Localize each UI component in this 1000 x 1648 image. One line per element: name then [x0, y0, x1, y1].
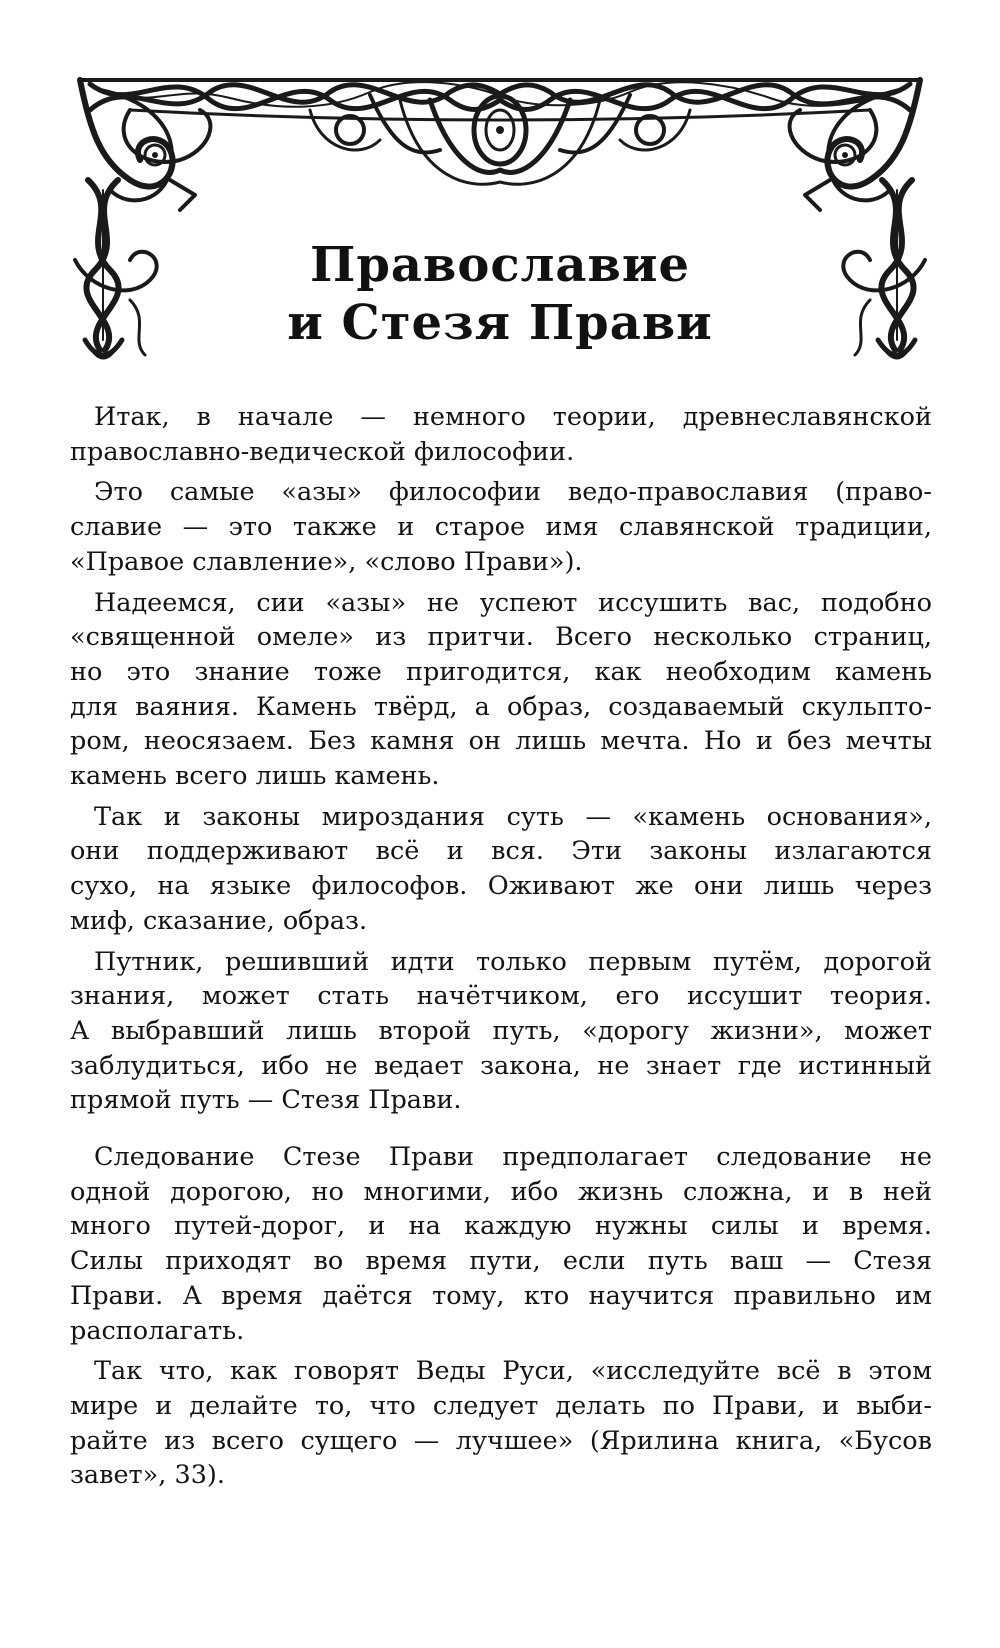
text-line: Следование Стезе Прави предполагает следование не [94, 1142, 932, 1173]
text-line: Надеемся, сии «азы» не успеют иссушить вас, подобно [94, 587, 932, 618]
body-text [70, 400, 932, 1493]
paragraph [70, 475, 932, 579]
paragraph [70, 800, 932, 939]
text-line: православно-ведической философии. [70, 436, 575, 467]
text-line: для ваяния. Камень твёрд, а образ, создаваемый скульпто- [70, 691, 932, 722]
paragraph [70, 1354, 932, 1493]
text-line: «Правое славление», «слово Прави»). [70, 546, 583, 577]
text-line: Путник, решивший идти только первым путём, дорогой [94, 946, 932, 977]
text-line: А выбравший лишь второй путь, «дорогу жизни», может [70, 1015, 932, 1046]
text-line: ром, неосязаем. Без камня он лишь мечта. Но и без мечты [70, 726, 932, 757]
text-line: славие — это также и старое имя славянской традиции, [70, 512, 932, 543]
paragraph [70, 400, 932, 469]
text-line: Силы приходят во время пути, если путь ваш — Стезя [70, 1246, 932, 1277]
paragraph [70, 945, 932, 1119]
text-line: одной дорогою, но многими, ибо жизнь сложна, и в ней [70, 1176, 932, 1207]
text-line: много путей-дорог, и на каждую нужны силы и время. [70, 1211, 932, 1242]
text-line: Итак, в начале — немного теории, древнеславянской [94, 402, 932, 432]
chapter-title-line-2: и Стезя Прави [287, 295, 713, 351]
chapter-title-line-1: Православие [309, 237, 691, 293]
paragraph [70, 586, 932, 794]
paragraph [70, 1140, 932, 1348]
text-line: Так и законы мироздания суть — «камень основания», [94, 801, 932, 832]
text-line: они поддерживают всё и вся. Эти законы излагаются [70, 836, 932, 867]
text-line: миф, сказание, образ. [70, 905, 368, 936]
text-line: «священной омеле» из притчи. Всего несколько страниц, [70, 622, 932, 653]
text-line: завет», 33). [70, 1460, 225, 1491]
text-line: Прави. А время даётся тому, кто научится правильно им [70, 1280, 932, 1311]
text-line: камень всего лишь камень. [70, 761, 440, 792]
chapter-title [230, 236, 770, 352]
text-line: заблудиться, ибо не ведает закона, не знает где истинный [70, 1050, 932, 1081]
text-line: Так что, как говорят Веды Руси, «исследуйте всё в этом [94, 1356, 932, 1387]
text-line: сухо, на языке философов. Оживают же они лишь через [70, 871, 932, 902]
text-line: прямой путь — Стезя Прави. [70, 1085, 462, 1116]
text-line: располагать. [70, 1315, 245, 1346]
text-line: знания, может стать начётчиком, его иссушит теория. [70, 981, 932, 1012]
text-line: райте из всего сущего — лучшее» (Ярилина книга, «Бусов [70, 1425, 932, 1456]
text-line: Это самые «азы» философии ведо-православия (право- [94, 477, 932, 508]
text-line: мире и делайте то, что следует делать по Прави, и выби- [70, 1390, 932, 1421]
text-line: но это знание тоже пригодится, как необходим камень [70, 656, 932, 687]
